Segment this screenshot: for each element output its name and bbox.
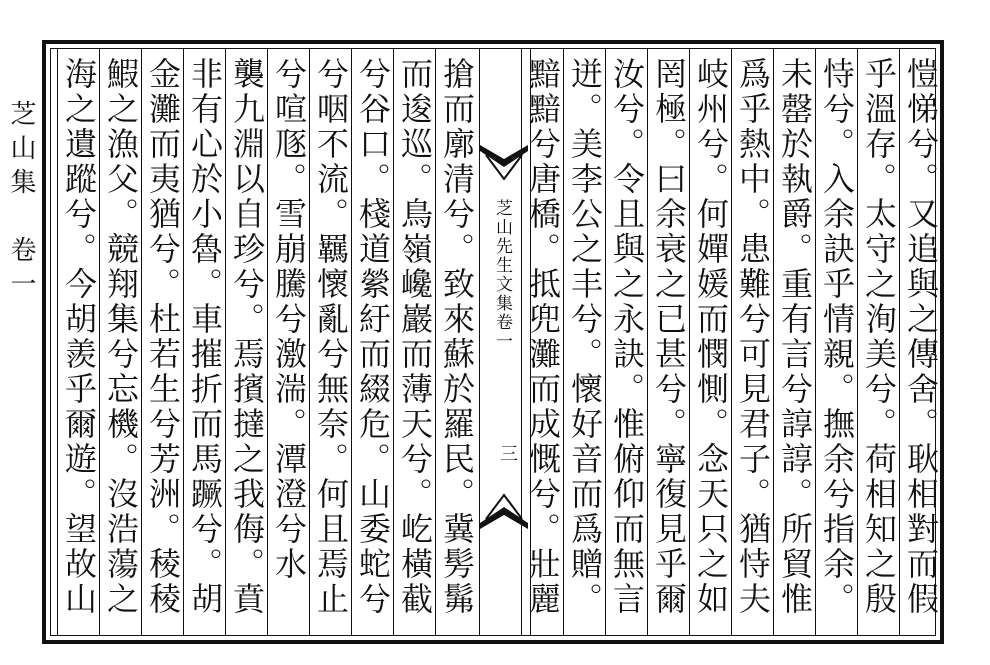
column-rule	[647, 49, 648, 635]
column-rule	[899, 49, 900, 635]
column-rule	[99, 49, 100, 635]
column-rule	[815, 49, 816, 635]
text-column: 金灘而夷猶兮。杜若生兮芳洲。稜稜	[144, 57, 182, 617]
text-column: 愷悌兮。又追與之傳舍。耿相對而假	[902, 57, 940, 617]
text-column: 岐州兮。何嬋媛而憫惻。念天只之如	[692, 57, 730, 617]
text-column: 非有心於小魯。車摧折而馬蹶兮。胡	[186, 57, 224, 617]
text-column: 襲九淵以自珍兮。焉擯撻之我侮。賁	[228, 57, 266, 617]
book-side-title: 芝山集 卷一	[6, 100, 36, 304]
text-column: 兮喧豗。雪崩騰兮激湍。潭澄兮水	[270, 57, 308, 582]
page-frame	[42, 40, 944, 644]
column-rule	[393, 49, 394, 635]
text-column: 恃兮。入余訣乎情親。撫余兮指余。	[818, 57, 856, 617]
text-column: 鰕之漁父。競翔集兮忘機。沒浩蕩之	[102, 57, 140, 617]
column-rule	[563, 49, 564, 635]
column-rule	[141, 49, 142, 635]
column-rule	[521, 49, 522, 635]
column-rule	[183, 49, 184, 635]
text-column: 搶而廓清兮。致來蘇於羅民。冀髣髴	[438, 57, 476, 617]
column-rule	[351, 49, 352, 635]
column-rule	[731, 49, 732, 635]
column-rule	[225, 49, 226, 635]
column-rule	[309, 49, 310, 635]
text-column: 黯黯兮唐橋。抵兜灘而成慨兮。壯麗	[524, 57, 562, 617]
text-column: 罔極。曰余衰之已甚兮。寧復見乎爾	[650, 57, 688, 617]
column-rule	[267, 49, 268, 635]
text-column: 爲乎熱中。患難兮可見君子。猶恃夫	[734, 57, 772, 617]
text-column: 兮谷口。棧道縈紆而綴危。山委蛇兮	[354, 57, 392, 617]
text-block	[50, 48, 940, 636]
text-column: 汝兮。令且與之永訣。惟俯仰而無言	[608, 57, 646, 617]
text-column: 迸。美李公之丰兮。懷好音而爲贈。	[566, 57, 604, 617]
column-rule	[857, 49, 858, 635]
page-number: 三	[497, 444, 518, 462]
text-column: 兮咽不流。羈懷亂兮無奈。何且焉止	[312, 57, 350, 617]
column-rule	[773, 49, 774, 635]
text-column: 而逡巡。鳥嶺巉巖而薄天兮。屹橫截	[396, 57, 434, 617]
column-rule	[689, 49, 690, 635]
column-rule	[435, 49, 436, 635]
text-column: 乎溫存。太守之洵美兮。荷相知之殷	[860, 57, 898, 617]
text-column: 未罄於執爵。重有言兮諄諄。所貿惟	[776, 57, 814, 617]
column-rule	[57, 49, 58, 635]
center-title: 芝山先生文集卷一	[492, 199, 512, 351]
column-rule	[605, 49, 606, 635]
text-column: 海之遺蹤兮。今胡羨乎爾遊。望故山	[60, 57, 98, 617]
